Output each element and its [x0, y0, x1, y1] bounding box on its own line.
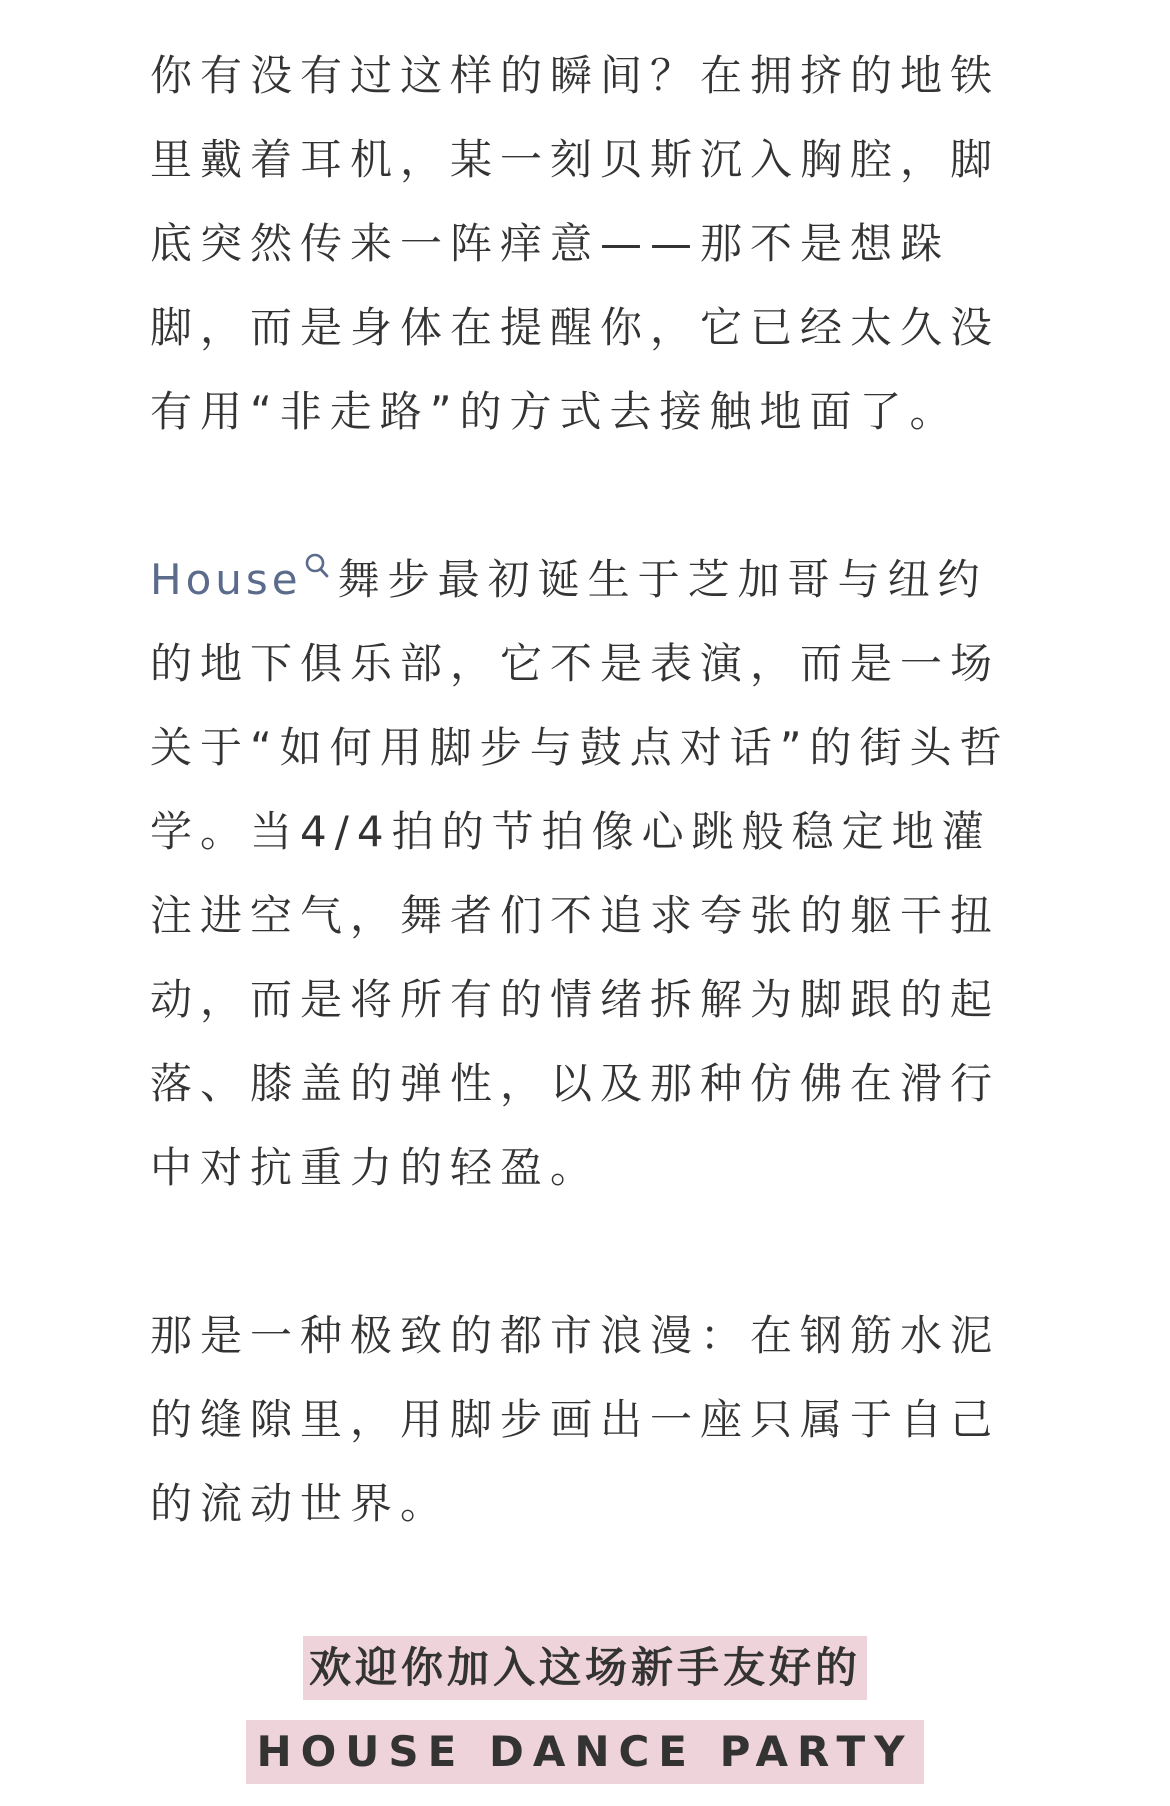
paragraph-urban-romance: 那是一种极致的都市浪漫：在钢筋水泥的缝隙里，用脚步画出一座只属于自己的流动世界。: [150, 1311, 1001, 1528]
paragraph-intro: 你有没有过这样的瞬间？在拥挤的地铁里戴着耳机，某一刻贝斯沉入胸腔，脚底突然传来一阵痒意——那不是想跺脚，而是身体在提醒你，它已经太久没有用“非走路”的方式去接触地面了。: [150, 51, 1001, 436]
article-body: [150, 34, 1018, 1546]
paragraph-house-origin: [150, 538, 1018, 1210]
search-icon[interactable]: [304, 552, 330, 582]
invitation-line-1: 欢迎你加入这场新手友好的: [303, 1636, 867, 1700]
invitation-line-2: HOUSE DANCE PARTY: [246, 1720, 923, 1784]
paragraph-house-origin-text: 舞步最初诞生于芝加哥与纽约的地下俱乐部，它不是表演，而是一场关于“如何用脚步与鼓点对话”的街头哲学。当4/4拍的节拍像心跳般稳定地灌注进空气，舞者们不追求夸张的躯干扭动，而是将所有的情绪拆解为脚跟的起落、膝盖的弹性，以及那种仿佛在滑行中对抗重力的轻盈。: [150, 555, 1010, 1192]
invitation-banner: [0, 1636, 1170, 1784]
house-search-link[interactable]: House: [150, 555, 302, 604]
